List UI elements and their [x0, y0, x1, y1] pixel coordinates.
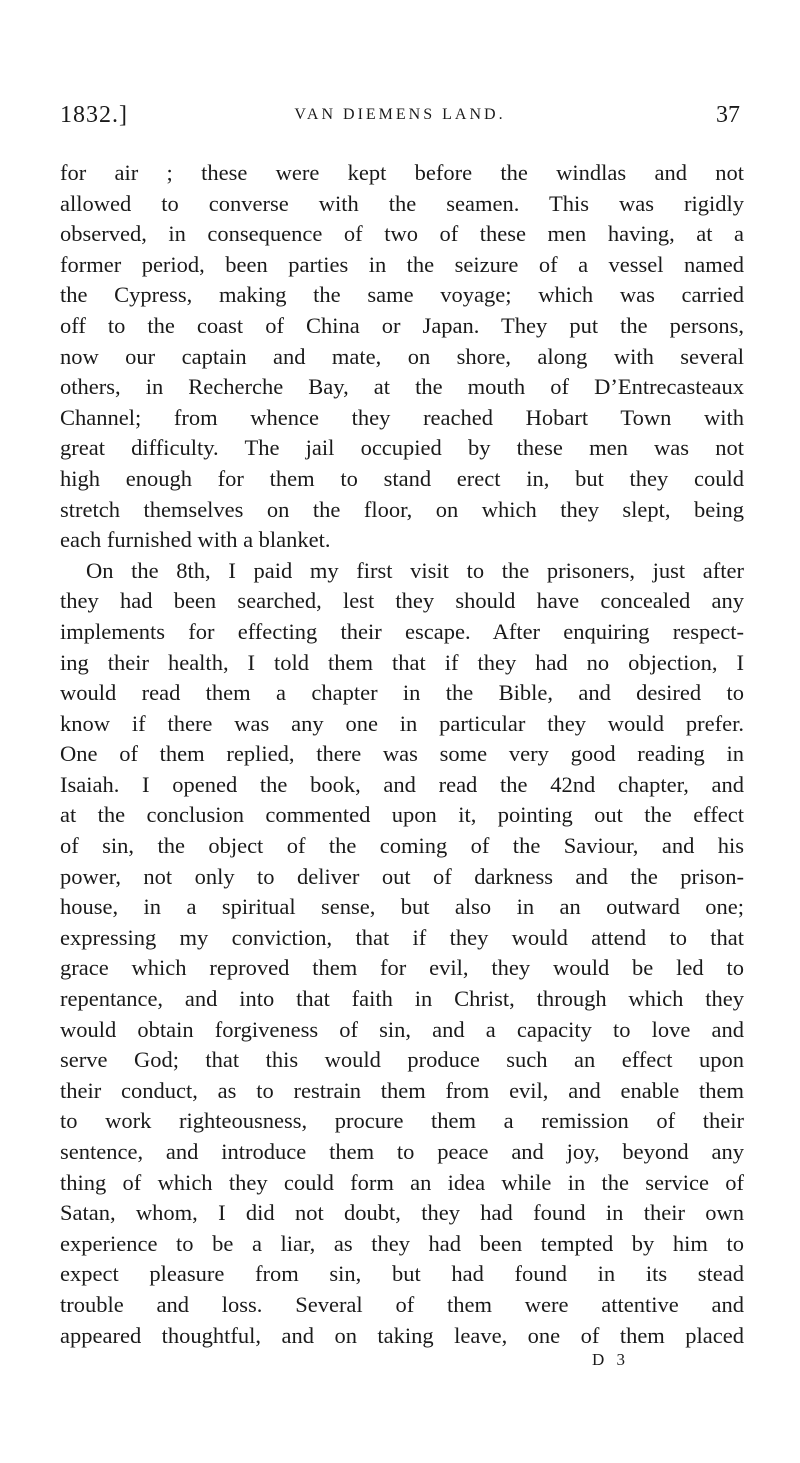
text-line: grace which reproved them for evil, they would be led to [60, 955, 744, 981]
text-line: others, in Recherche Bay, at the mouth of D’Entrecasteaux [60, 374, 744, 400]
text-line: to work righteousness, procure them a remission of their [60, 1108, 744, 1134]
running-head [60, 102, 740, 142]
text-line: ing their health, I told them that if they had no objection, I [60, 649, 744, 675]
text-line: expressing my conviction, that if they would attend to that [60, 924, 744, 950]
text-line: experience to be a liar, as they had been tempted by him to [60, 1230, 744, 1256]
text-line: allowed to converse with the seamen. This was rigidly [60, 190, 744, 216]
text-line: Channel; from whence they reached Hobart Town with [60, 404, 744, 430]
text-line: appeared thoughtful, and on taking leave, one of them placed [60, 1322, 744, 1348]
text-line: On the 8th, I paid my first visit to the prisoners, just after [86, 557, 744, 583]
text-line: repentance, and into that faith in Christ, through which they [60, 986, 744, 1012]
text-line: implements for effecting their escape. After enquiring respect- [60, 618, 744, 644]
text-line: at the conclusion commented upon it, pointing out the effect [60, 802, 744, 828]
text-line: house, in a spiritual sense, but also in an outward one; [60, 894, 744, 920]
text-line: they had been searched, lest they should have concealed any [60, 588, 744, 614]
text-line: trouble and loss. Several of them were attentive and [60, 1291, 744, 1317]
page-number: 37 [716, 102, 740, 128]
text-line: would read them a chapter in the Bible, and desired to [60, 680, 744, 706]
text-line: for air ; these were kept before the windlas and not [60, 160, 744, 185]
text-line: off to the coast of China or Japan. They put the persons, [60, 312, 744, 338]
text-line: stretch themselves on the floor, on which they slept, being [60, 496, 744, 522]
text-line: sentence, and introduce them to peace and joy, beyond any [60, 1139, 744, 1164]
text-line: know if there was any one in particular they would prefer. [60, 710, 744, 736]
header-title: VAN DIEMENS LAND. [294, 106, 506, 123]
header-year: 1832.] [60, 102, 128, 128]
text-line: high enough for them to stand erect in, but they could [60, 465, 744, 491]
text-line: now our captain and mate, on shore, along with several [60, 343, 744, 369]
text-line: Satan, whom, I did not doubt, they had found in their own [60, 1200, 744, 1226]
text-line: the Cypress, making the same voyage; which was carried [60, 282, 744, 308]
text-line: each furnished with a blanket. [60, 527, 331, 553]
text-line: great difficulty. The jail occupied by these men was not [60, 435, 744, 461]
signature-mark: D 3 [592, 1350, 630, 1369]
text-line: serve God; that this would produce such an effect upon [60, 1047, 744, 1073]
text-line: expect pleasure from sin, but had found in its stead [60, 1261, 744, 1287]
text-line: would obtain forgiveness of sin, and a capacity to love and [60, 1016, 744, 1042]
text-line: their conduct, as to restrain them from evil, and enable them [60, 1077, 744, 1103]
text-line: former period, been parties in the seizure of a vessel named [60, 251, 744, 277]
text-line: observed, in consequence of two of these men having, at a [60, 221, 744, 247]
text-line: thing of which they could form an idea while in the service of [60, 1169, 744, 1195]
body-text [60, 158, 744, 1351]
text-line: Isaiah. I opened the book, and read the 42nd chapter, and [60, 771, 744, 797]
text-line: One of them replied, there was some very good reading in [60, 741, 744, 767]
text-line: power, not only to deliver out of darkness and the prison- [60, 863, 744, 889]
text-line: of sin, the object of the coming of the Saviour, and his [60, 833, 744, 859]
